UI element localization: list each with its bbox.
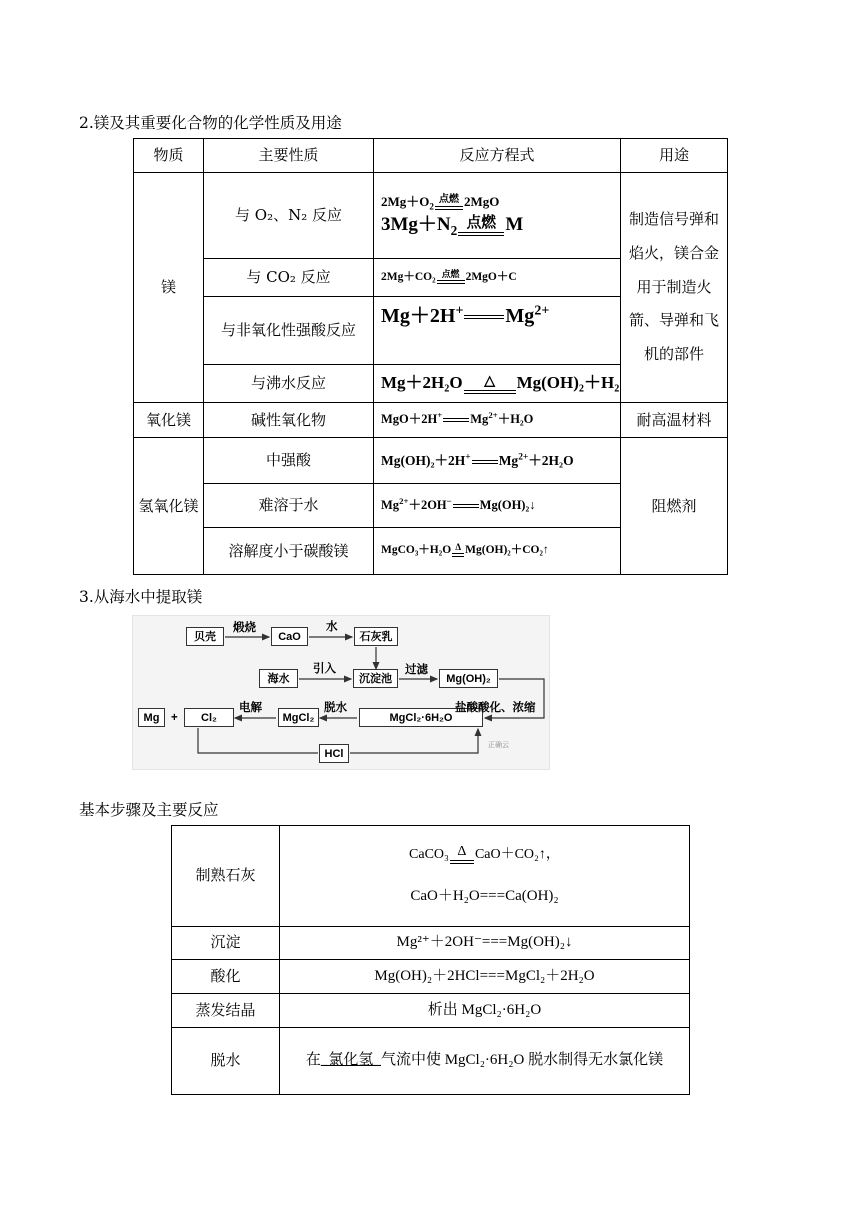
prop-mgoh2-2: 溶解度小于碳酸镁 [204,528,374,575]
section-2-title: 2.镁及其重要化合物的化学性质及用途 [79,114,342,132]
step-evaporate: 蒸发结晶 [172,994,280,1028]
prop-acid: 与非氧化性强酸反应 [204,297,374,365]
watermark: 正确云 [488,742,509,749]
step-precipitate: 沉淀 [172,927,280,960]
use-mgo: 耐高温材料 [621,403,728,438]
node-mgcl2-hydrate: MgCl₂·6H₂O [359,708,483,727]
node-precipitation-tank: 沉淀池 [353,669,398,688]
equation-mgoh2-1: $Mg^{2+}+2OH^-$ Mg(OH)₂↓ [374,484,621,528]
prop-mgoh2-1: 难溶于水 [204,484,374,528]
equation-mgoh2-2: MgCO₃＋H₂O Δ Mg(OH)₂＋CO₂↑ [374,528,621,575]
equation-mgo: MgO＋2H+ $Mg^{2+}+H_2O$ [374,403,621,438]
header-equation: 反应方程式 [374,139,621,173]
equation-mgoh2-0: Mg(OH)₂＋2H+ $Mg^{2+}+2H_2O$ [374,438,621,484]
substance-mgoh2: 氢氧化镁 [134,438,204,575]
label-water: 水 [326,621,338,633]
table-row [134,403,728,438]
seawater-magnesium-flow-diagram [132,615,550,770]
use-mg: 制造信号弹和焰火，镁合金用于制造火箭、导弹和飞机的部件 [621,173,728,403]
node-cao: CaO [271,627,308,646]
use-mgoh2: 阻燃剂 [621,438,728,575]
label-electrolysis: 电解 [239,702,262,714]
table-row [172,1028,690,1095]
steps-title: 基本步骤及主要反应 [79,801,219,819]
step-slaked-lime: 制熟石灰 [172,826,280,927]
step-slaked-lime-reaction: CaCO₃ Δ CaO＋CO₂↑， CaO＋H₂O===Ca(OH)₂ [280,826,690,927]
answer-blank: _氯化氢_ [320,1052,381,1069]
prop-mgoh2-0: 中强酸 [204,438,374,484]
equation-acid: Mg＋2H+ $Mg^{2+}$ [374,297,621,365]
step-dehydrate: 脱水 [172,1028,280,1095]
prop-mgo: 碱性氧化物 [204,403,374,438]
step-precipitate-reaction: Mg²⁺＋2OH⁻===Mg(OH)₂↓ [280,927,690,960]
substance-mgo: 氧化镁 [134,403,204,438]
header-use: 用途 [621,139,728,173]
table-row [172,960,690,994]
prop-co2: 与 CO₂ 反应 [204,259,374,297]
equation-co2: 2Mg＋CO₂ 点燃 2MgO＋C [374,259,621,297]
label-dehydrate: 脱水 [324,702,347,714]
node-mg: Mg [138,708,165,727]
equation-boiling-water: Mg＋2H₂O △ Mg(OH)₂＋H₂ [374,365,621,403]
plus-sign: + [171,712,178,724]
node-shell: 贝壳 [186,627,224,646]
table-row [134,173,728,259]
node-cl2: Cl₂ [184,708,234,727]
node-hcl: HCl [319,744,349,763]
header-substance: 物质 [134,139,204,173]
table-row [172,826,690,927]
step-dehydrate-reaction: 在_氯化氢_气流中使 MgCl₂·6H₂O 脱水制得无水氯化镁 [280,1028,690,1095]
node-mgcl2: MgCl₂ [278,708,319,727]
section-3-title: 3.从海水中提取镁 [79,588,203,606]
table-row [172,994,690,1028]
table-header-row [134,139,728,173]
label-filter: 过滤 [405,664,428,676]
node-mgoh2: Mg(OH)₂ [439,669,498,688]
step-acidify: 酸化 [172,960,280,994]
step-acidify-reaction: Mg(OH)₂＋2HCl===MgCl₂＋2H₂O [280,960,690,994]
prop-o2-n2: 与 O₂、N₂ 反应 [204,173,374,259]
header-property: 主要性质 [204,139,374,173]
prop-boiling-water: 与沸水反应 [204,365,374,403]
step-evaporate-reaction: 析出 MgCl₂·6H₂O [280,994,690,1028]
equation-o2-n2: $2Mg+O_2$ 点燃 2MgO $3Mg+N_2$ 点燃 M [374,173,621,259]
node-seawater: 海水 [259,669,298,688]
magnesium-properties-table [133,138,728,575]
table-row [134,438,728,484]
label-calcine: 煅烧 [233,622,256,634]
node-lime-milk: 石灰乳 [354,627,398,646]
table-row [172,927,690,960]
label-acidify: 盐酸酸化、浓缩 [455,702,536,714]
extraction-steps-table [171,825,690,1095]
label-introduce: 引入 [313,663,336,675]
substance-mg: 镁 [134,173,204,403]
